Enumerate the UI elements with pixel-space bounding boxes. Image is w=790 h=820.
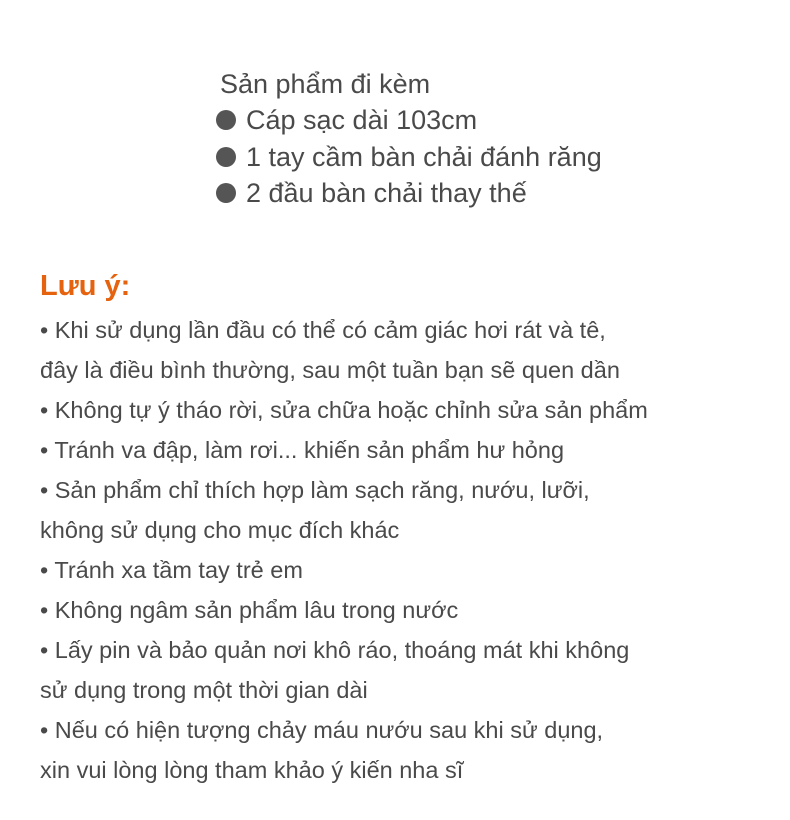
note-line: • Sản phẩm chỉ thích hợp làm sạch răng, nướu, lưỡi, xyxy=(40,477,590,503)
bullet-dot-icon xyxy=(216,183,236,203)
package-contents-section xyxy=(216,66,736,212)
usage-notes-list xyxy=(40,310,760,790)
note-line: • Lấy pin và bảo quản nơi khô ráo, thoáng mát khi không xyxy=(40,637,630,663)
package-contents-title: Sản phẩm đi kèm xyxy=(220,69,431,99)
package-item xyxy=(216,175,736,212)
package-item xyxy=(216,139,736,176)
note-line: • Nếu có hiện tượng chảy máu nướu sau khi sử dụng, xyxy=(40,717,604,743)
bullet-dot-icon xyxy=(216,110,236,130)
note-line: sử dụng trong một thời gian dài xyxy=(40,677,368,703)
package-item-label: Cáp sạc dài 103cm xyxy=(246,105,478,135)
note-line: đây là điều bình thường, sau một tuần bạn sẽ quen dần xyxy=(40,357,620,383)
usage-notes-section xyxy=(40,264,760,790)
note-line: • Không ngâm sản phẩm lâu trong nước xyxy=(40,597,459,623)
bullet-dot-icon xyxy=(216,147,236,167)
package-contents-list xyxy=(216,102,736,212)
note-line: xin vui lòng lòng tham khảo ý kiến nha sĩ xyxy=(40,757,464,783)
note-line: • Khi sử dụng lần đầu có thể có cảm giác hơi rát và tê, xyxy=(40,317,606,343)
usage-notes-heading: Lưu ý: xyxy=(40,270,131,302)
note-line: • Không tự ý tháo rời, sửa chữa hoặc chỉnh sửa sản phẩm xyxy=(40,397,648,423)
package-item xyxy=(216,102,736,139)
package-item-label: 2 đầu bàn chải thay thế xyxy=(246,178,527,208)
note-line: • Tránh va đập, làm rơi... khiến sản phẩm hư hỏng xyxy=(40,437,565,463)
package-item-label: 1 tay cầm bàn chải đánh răng xyxy=(246,141,602,172)
note-line: • Tránh xa tầm tay trẻ em xyxy=(40,557,303,583)
note-line: không sử dụng cho mục đích khác xyxy=(40,517,400,543)
